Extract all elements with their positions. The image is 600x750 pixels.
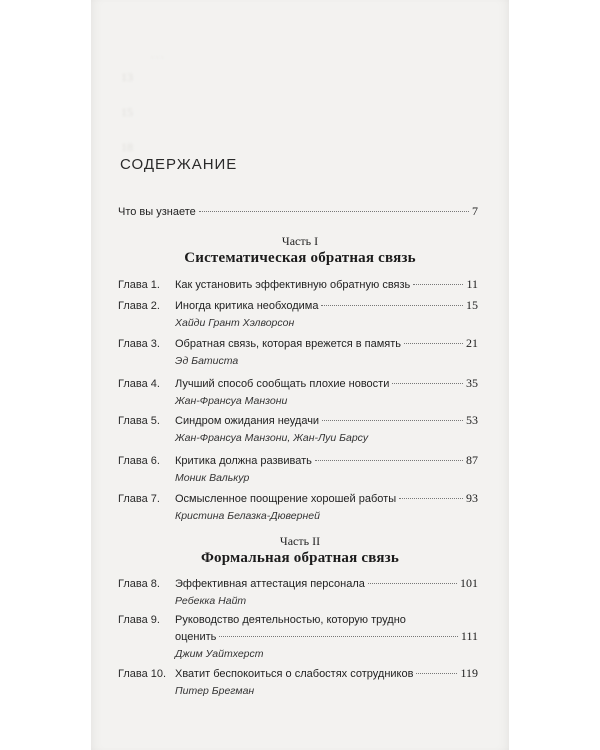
show-through-text: 13 <box>121 70 133 84</box>
dot-leader <box>322 420 463 421</box>
chapter-number: Глава 7. <box>118 493 160 505</box>
chapter-title: Как установить эффективную обратную связь <box>175 279 411 291</box>
chapter-title: Синдром ожидания неудачи <box>175 415 320 427</box>
chapter-title-continued: оценить <box>175 631 217 643</box>
chapter-number: Глава 1. <box>118 279 160 291</box>
toc-intro-entry <box>118 204 478 219</box>
chapter-title: Осмысленное поощрение хорошей работы <box>175 493 397 505</box>
toc-chapter-entry <box>118 413 478 444</box>
chapter-title: Руководство деятельностью, которую трудно <box>175 614 406 626</box>
page-number: 101 <box>460 576 478 590</box>
page-number: 119 <box>460 666 478 680</box>
toc-chapter-entry <box>118 666 478 697</box>
toc-heading: СОДЕРЖАНИЕ <box>120 156 238 173</box>
page-number: 35 <box>466 376 478 390</box>
dot-leader <box>399 498 463 499</box>
chapter-number: Глава 4. <box>118 378 160 390</box>
toc-chapter-entry <box>118 491 478 522</box>
chapter-title: Обратная связь, которая врежется в память <box>175 338 402 350</box>
dot-leader <box>392 383 463 384</box>
toc-entry-title: Что вы узнаете <box>118 206 196 218</box>
chapter-author: Жан-Франсуа Манзони <box>175 395 288 407</box>
chapter-author: Эд Батиста <box>175 355 239 367</box>
page-number: 15 <box>466 298 478 312</box>
book-page <box>91 0 509 750</box>
toc-chapter-entry <box>118 376 478 407</box>
page-number: 111 <box>460 629 478 643</box>
show-through-text: . . . <box>151 50 164 61</box>
chapter-author: Моник Валькур <box>175 472 250 484</box>
chapter-number: Глава 8. <box>118 578 160 590</box>
chapter-title: Критика должна развивать <box>175 455 312 467</box>
chapter-number: Глава 9. <box>118 614 160 626</box>
dot-leader <box>315 460 463 461</box>
toc-chapter-entry <box>118 277 478 292</box>
part-label: Часть II <box>279 534 321 548</box>
chapter-number: Глава 2. <box>118 300 160 312</box>
toc-chapter-entry <box>118 614 478 660</box>
toc-chapter-entry <box>118 453 478 484</box>
show-through-text: 18 <box>121 140 133 154</box>
dot-leader <box>416 673 457 674</box>
dot-leader <box>199 211 469 212</box>
toc-chapter-entry <box>118 336 478 367</box>
chapter-author: Джим Уайтхерст <box>175 648 264 660</box>
chapter-author: Кристина Белазка-Дюверней <box>175 510 320 522</box>
page-number: 87 <box>466 453 478 467</box>
toc-chapter-entry <box>118 576 478 607</box>
page-number: 7 <box>472 204 478 218</box>
chapter-number: Глава 10. <box>118 668 167 680</box>
show-through-text: 15 <box>121 105 133 119</box>
chapter-title: Иногда критика необходима <box>175 300 319 312</box>
dot-leader <box>404 343 463 344</box>
toc-chapter-entry <box>118 298 478 329</box>
page-number: 11 <box>466 277 478 291</box>
chapter-number: Глава 3. <box>118 338 160 350</box>
chapter-author: Хайди Грант Хэлворсон <box>175 317 295 329</box>
chapter-title: Хватит беспокоиться о слабостях сотрудников <box>175 668 414 680</box>
chapter-number: Глава 6. <box>118 455 160 467</box>
chapter-number: Глава 5. <box>118 415 160 427</box>
part-title: Формальная обратная связь <box>200 550 400 566</box>
dot-leader <box>413 284 463 285</box>
part-label: Часть I <box>281 234 319 248</box>
dot-leader <box>219 636 457 637</box>
chapter-title: Лучший способ сообщать плохие новости <box>175 378 390 390</box>
page-number: 21 <box>466 336 478 350</box>
chapter-title: Эффективная аттестация персонала <box>175 578 365 590</box>
chapter-author: Ребекка Найт <box>175 595 247 607</box>
chapter-author: Жан-Франсуа Манзони, Жан-Луи Барсу <box>175 432 369 444</box>
dot-leader <box>368 583 457 584</box>
chapter-author: Питер Брегман <box>175 685 255 697</box>
page-number: 53 <box>466 413 478 427</box>
dot-leader <box>321 305 463 306</box>
page-number: 93 <box>466 491 478 505</box>
part-title: Систематическая обратная связь <box>184 250 416 266</box>
